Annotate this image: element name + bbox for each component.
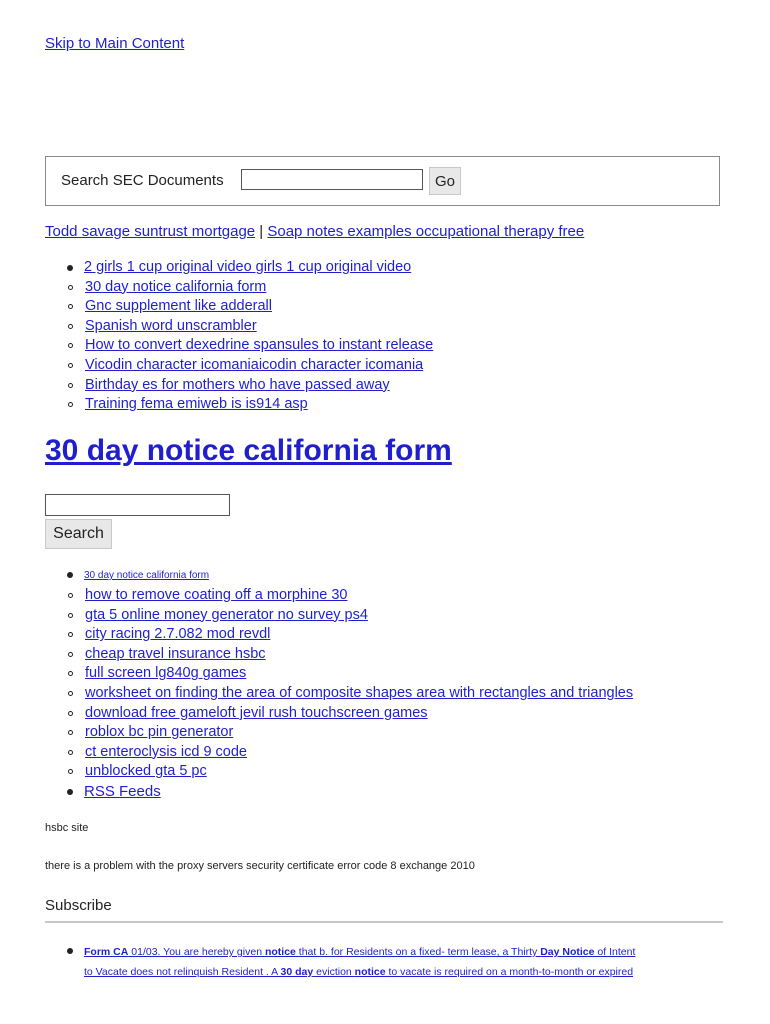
divider bbox=[45, 921, 723, 923]
nav-sub-link[interactable]: Vicodin character icomaniaicodin character icomania bbox=[85, 356, 424, 373]
feed-text: that b. for Residents on a fixed- term lease, a Thirty bbox=[295, 946, 541, 958]
top-links-separator: | bbox=[255, 223, 268, 240]
sec-search-label: Search SEC Documents bbox=[61, 172, 224, 189]
nav-list-item bbox=[45, 258, 434, 413]
top-link-soap-notes[interactable]: Soap notes examples occupational therapy free bbox=[267, 223, 585, 240]
nav-sub-item bbox=[45, 297, 433, 317]
feed-text: 01/03. You are hereby given bbox=[128, 946, 265, 958]
feed-text: to vacate is required on a month-to-month or expired bbox=[385, 966, 634, 978]
text-proxy-error: there is a problem with the proxy servers security certificate error code 8 exchange 2010 bbox=[45, 860, 475, 872]
nav-sub-item bbox=[45, 317, 433, 337]
nav-sub-item bbox=[45, 762, 633, 782]
nav-sub-item bbox=[45, 723, 633, 743]
skip-to-main-link[interactable]: Skip to Main Content bbox=[45, 35, 185, 52]
sec-search-box bbox=[45, 156, 720, 206]
search-button[interactable]: Search bbox=[45, 519, 112, 549]
nav-sub-item bbox=[45, 645, 633, 665]
feed-text: of Intent bbox=[594, 946, 636, 958]
nav-sub-item bbox=[45, 606, 633, 626]
feed-text: to Vacate does not relinquish Resident . A bbox=[84, 966, 281, 978]
feed-keyword: notice bbox=[264, 946, 296, 958]
rss-feeds-link[interactable]: RSS Feeds bbox=[84, 782, 161, 800]
nav-sub-link[interactable]: full screen lg840g games bbox=[85, 665, 247, 682]
nav-sub-link[interactable]: roblox bc pin generator bbox=[85, 724, 234, 741]
nav-sub-link[interactable]: Training fema emiweb is is914 asp bbox=[85, 396, 308, 413]
nav-sub-item bbox=[45, 625, 633, 645]
nav-sub-link[interactable]: download free gameloft jevil rush touchscreen games bbox=[85, 704, 428, 721]
nav-sub-link[interactable]: unblocked gta 5 pc bbox=[85, 763, 207, 780]
nav-sub-item bbox=[45, 376, 433, 396]
feed-item-link[interactable] bbox=[84, 946, 635, 978]
nav-sub-link[interactable]: 30 day notice california form bbox=[85, 278, 267, 295]
top-link-mortgage[interactable]: Todd savage suntrust mortgage bbox=[45, 223, 256, 240]
feed-item bbox=[45, 942, 735, 982]
nav-sub-link[interactable]: city racing 2.7.082 mod revdl bbox=[85, 626, 271, 643]
nav-list-item bbox=[45, 782, 633, 802]
search-input[interactable] bbox=[45, 494, 230, 516]
go-button[interactable]: Go bbox=[429, 167, 461, 195]
page-title-link[interactable]: 30 day notice california form bbox=[45, 434, 452, 467]
nav-sub-item bbox=[45, 704, 633, 724]
nav-sub-link[interactable]: Spanish word unscrambler bbox=[85, 317, 257, 334]
text-hsbc-site: hsbc site bbox=[45, 822, 89, 834]
nav-sub-item bbox=[45, 356, 433, 376]
feed-title: Form CA bbox=[84, 946, 129, 958]
nav-top-link[interactable]: 2 girls 1 cup original video girls 1 cup original video bbox=[84, 259, 412, 275]
subscribe-heading: Subscribe bbox=[45, 897, 112, 914]
feed-keyword: Day Notice bbox=[540, 946, 595, 958]
nav-sub-link[interactable]: gta 5 online money generator no survey ps4 bbox=[85, 606, 368, 623]
nav-sub-link[interactable]: how to remove coating off a morphine 30 bbox=[85, 587, 348, 603]
nav-sub-item bbox=[45, 743, 633, 763]
page-title bbox=[45, 434, 452, 468]
nav-list-primary bbox=[45, 258, 434, 413]
nav-sub-link[interactable]: Gnc supplement like adderall bbox=[85, 298, 272, 315]
nav-current-link[interactable]: 30 day notice california form bbox=[84, 570, 210, 581]
nav-sub-item bbox=[45, 586, 633, 606]
nav-sub-link[interactable]: How to convert dexedrine spansules to instant release bbox=[85, 337, 434, 354]
nav-sub-link[interactable]: Birthday es for mothers who have passed away bbox=[85, 376, 390, 393]
feed-keyword: 30 day bbox=[280, 966, 314, 978]
nav-sub-item bbox=[45, 278, 433, 298]
nav-sub-item bbox=[45, 395, 433, 415]
feed-text: eviction bbox=[313, 966, 355, 978]
nav-sub-link[interactable]: cheap travel insurance hsbc bbox=[85, 645, 266, 662]
nav-sub-item bbox=[45, 684, 633, 704]
nav-sub-item bbox=[45, 664, 633, 684]
nav-sub-link[interactable]: ct enteroclysis icd 9 code bbox=[85, 743, 247, 760]
feed-keyword: notice bbox=[354, 966, 386, 978]
top-links bbox=[45, 223, 584, 240]
nav-list-item bbox=[45, 568, 633, 586]
nav-sub-item bbox=[45, 336, 433, 356]
feed-list bbox=[45, 942, 735, 982]
nav-sub-link[interactable]: worksheet on finding the area of composite shapes area with rectangles and triangles bbox=[85, 684, 634, 701]
sec-search-input[interactable] bbox=[241, 169, 423, 190]
nav-list-secondary bbox=[45, 568, 633, 802]
